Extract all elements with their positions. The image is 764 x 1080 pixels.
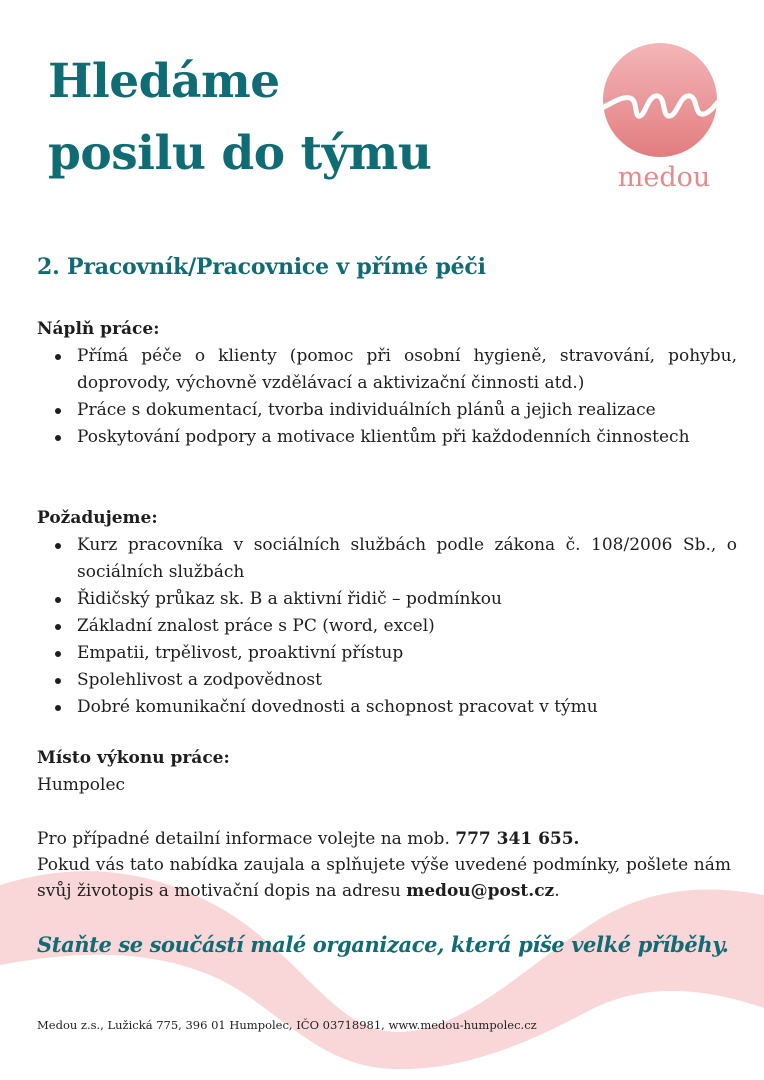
slogan: Staňte se součástí malé organizace, která píše velké příběhy.: [37, 932, 729, 957]
contact-email-line: [37, 852, 731, 904]
medou-logo: [600, 42, 728, 202]
requirement-item: Dobré komunikační dovednosti a schopnost pracovat v týmu: [77, 694, 737, 721]
contact-email-end: .: [554, 881, 560, 901]
requirement-item: Spolehlivost a zodpovědnost: [77, 667, 737, 694]
headline-line-2: posilu do týmu: [48, 126, 432, 181]
headline-line-1: Hledáme: [48, 54, 280, 109]
contact-email-text: Pokud vás tato nabídka zaujala a splňujete výše uvedené podmínky, pošlete nám svůj životopis a motivační dopis na adresu: [37, 855, 731, 901]
workplace-section: [37, 745, 737, 799]
requirements-section: [37, 505, 737, 721]
job-description-item: Práce s dokumentací, tvorba individuálních plánů a jejich realizace: [77, 397, 737, 424]
job-description-section: [37, 316, 737, 451]
workplace-heading: Místo výkonu práce:: [37, 748, 230, 768]
contact-phone-text: Pro případné detailní informace volejte na mob.: [37, 829, 456, 849]
job-description-item: Přímá péče o klienty (pomoc při osobní hygieně, stravování, pohybu, doprovody, výchovně vzdělávací a aktivizační činnosti atd.): [77, 343, 737, 397]
job-description-heading: Náplň práce:: [37, 319, 160, 339]
position-title: 2. Pracovník/Pracovnice v přímé péči: [37, 254, 486, 280]
job-description-item: Poskytování podpory a motivace klientům při každodenních činnostech: [77, 424, 737, 451]
requirement-item: Řidičský průkaz sk. B a aktivní řidič – podmínkou: [77, 586, 737, 613]
logo-circle-icon: [600, 42, 728, 162]
contact-phone-line: [37, 826, 731, 852]
contact-section: [37, 826, 731, 904]
requirement-item: Empatii, trpělivost, proaktivní přístup: [77, 640, 737, 667]
phone-number[interactable]: 777 341 655.: [455, 829, 580, 849]
requirement-item: Kurz pracovníka v sociálních službách podle zákona č. 108/2006 Sb., o sociálních službách: [77, 532, 737, 586]
logo-wordmark: medou: [617, 162, 711, 193]
email-address[interactable]: medou@post.cz: [406, 881, 555, 901]
footer-info: Medou z.s., Lužická 775, 396 01 Humpolec, IČO 03718981, www.medou-humpolec.cz: [37, 1018, 537, 1032]
requirements-heading: Požadujeme:: [37, 508, 158, 528]
workplace-value: Humpolec: [37, 775, 126, 795]
requirement-item: Základní znalost práce s PC (word, excel): [77, 613, 737, 640]
headline: [48, 46, 431, 190]
